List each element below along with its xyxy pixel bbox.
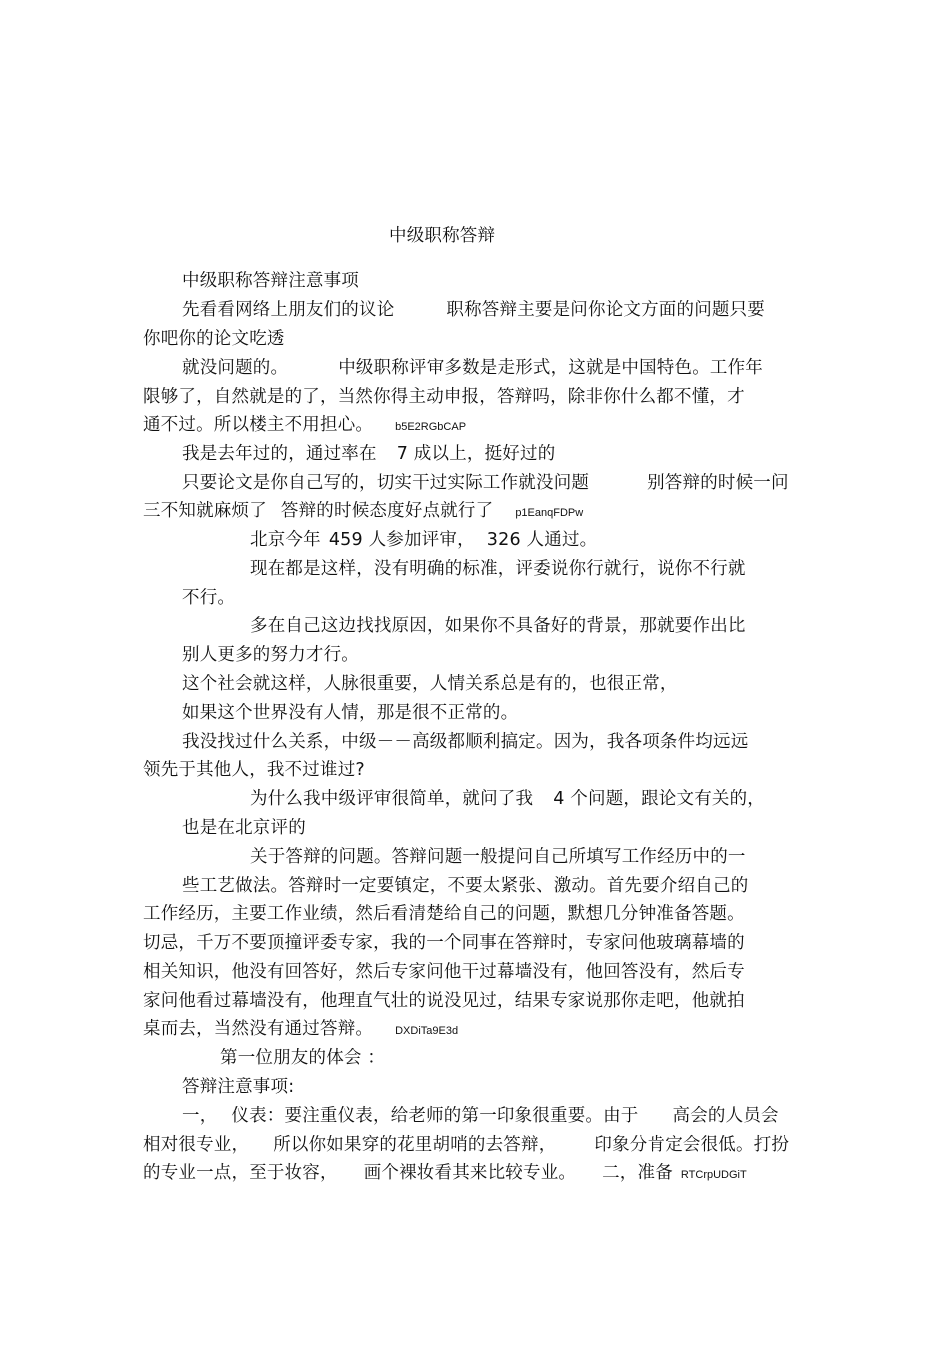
text-segment: 为什么我中级评审很简单，就问了我: [250, 789, 534, 809]
text-line: 如果这个世界没有人情，那是很不正常的。: [182, 703, 519, 723]
text-segment: 我是去年过的，通过率在: [182, 444, 377, 464]
text-segment: 别答辩的时候一问: [647, 473, 789, 493]
text-line: [143, 1162, 747, 1186]
text-line: [182, 443, 555, 465]
text-segment: 三不知就麻烦了: [143, 501, 267, 521]
text-line: 多在自己这边找找原因，如果你不具备好的背景，那就要作出比: [250, 616, 746, 636]
text-line: 第一位朋友的体会 ：: [220, 1048, 386, 1068]
text-line: 现在都是这样，没有明确的标准，评委说你行就行，说你不行就: [250, 559, 746, 579]
text-line: 我没找过什么关系，中级－－高级都顺利搞定。因为，我各项条件均远远: [182, 732, 749, 752]
text-line: 些工艺做法。答辩时一定要镇定，不要太紧张、激动。首先要介绍自己的: [182, 876, 749, 896]
text-segment: 答辩的时候态度好点就行了: [280, 501, 494, 521]
text-line: [250, 529, 597, 551]
text-line: 相关知识，他没有回答好，然后专家问他干过幕墙没有，他回答没有，然后专: [143, 962, 745, 982]
text-line: 家问他看过幕墙没有，他理直气壮的说没见过，结果专家说那你走吧，他就拍: [143, 991, 745, 1011]
text-line: 限够了，自然就是的了，当然你得主动申报，答辩吗，除非你什么都不懂，才: [143, 387, 745, 407]
text-segment: 7 成以上，挺好过的: [396, 444, 556, 464]
text-line: 领先于其他人，我不过谁过?: [143, 760, 365, 780]
text-line: 切忌，千万不要顶撞评委专家，我的一个同事在答辩时，专家问他玻璃幕墙的: [143, 933, 745, 953]
text-segment: 459 人参加评审，: [328, 530, 475, 550]
text-segment: 通不过。所以楼主不用担心。: [143, 415, 374, 435]
text-line: 关于答辩的问题。答辩问题一般提问自己所填写工作经历中的一: [250, 847, 746, 867]
text-line: 不行。: [182, 588, 236, 608]
text-line: 答辩注意事项:: [182, 1077, 295, 1097]
text-line: 别人更多的努力才行。: [182, 645, 359, 665]
text-segment: 相对很专业，: [143, 1135, 250, 1155]
text-line: [182, 299, 765, 321]
doc-code: DXDiTa9E3d: [395, 1025, 459, 1037]
text-line: 也是在北京评的: [182, 818, 306, 838]
section-heading: 中级职称答辩注意事项: [182, 271, 359, 291]
text-segment: 4 个问题，跟论文有关的，: [553, 789, 765, 809]
text-segment: 中级职称评审多数是走形式，这就是中国特色。工作年: [338, 358, 764, 378]
text-segment: 印象分肯定会很低。打扮: [594, 1135, 790, 1155]
text-line: [182, 1105, 779, 1127]
text-line: [250, 788, 765, 810]
text-line: 这个社会就这样，人脉很重要，人情关系总是有的，也很正常，: [182, 674, 678, 694]
text-segment: 先看看网络上朋友们的议论: [182, 300, 395, 320]
text-segment: 职称答辩主要是问你论文方面的问题只要: [446, 300, 766, 320]
text-line: 工作经历，主要工作业绩，然后看清楚给自己的问题，默想几分钟准备答题。: [143, 904, 745, 924]
text-segment: 326 人通过。: [486, 530, 598, 550]
text-line: [143, 1134, 789, 1156]
text-segment: 只要论文是你自己写的，切实干过实际工作就没问题: [182, 473, 590, 493]
text-line: [143, 1018, 458, 1042]
text-line: [182, 472, 789, 494]
text-segment: 的专业一点，至于妆容，: [143, 1163, 338, 1183]
text-segment: 北京今年: [250, 530, 321, 550]
text-segment: 二，准备: [602, 1163, 673, 1183]
text-line: [143, 500, 583, 524]
text-segment: 一，: [182, 1106, 218, 1126]
text-line: [182, 357, 763, 379]
text-line: 你吧你的论文吃透: [143, 329, 285, 349]
text-segment: 仪表：要注重仪表，给老师的第一印象很重要。由于: [231, 1106, 639, 1126]
page-title: 中级职称答辩: [389, 226, 496, 246]
text-segment: 就没问题的。: [182, 358, 289, 378]
text-segment: 所以你如果穿的花里胡哨的去答辩，: [273, 1135, 557, 1155]
text-segment: 高会的人员会: [672, 1106, 779, 1126]
text-segment: 画个裸妆看其来比较专业。: [363, 1163, 577, 1183]
text-line: [143, 414, 466, 438]
text-segment: 桌而去，当然没有通过答辩。: [143, 1019, 374, 1039]
doc-code: p1EanqFDPw: [515, 507, 584, 519]
doc-code: RTCrpUDGiT: [680, 1169, 747, 1181]
doc-code: b5E2RGbCAP: [395, 421, 467, 433]
